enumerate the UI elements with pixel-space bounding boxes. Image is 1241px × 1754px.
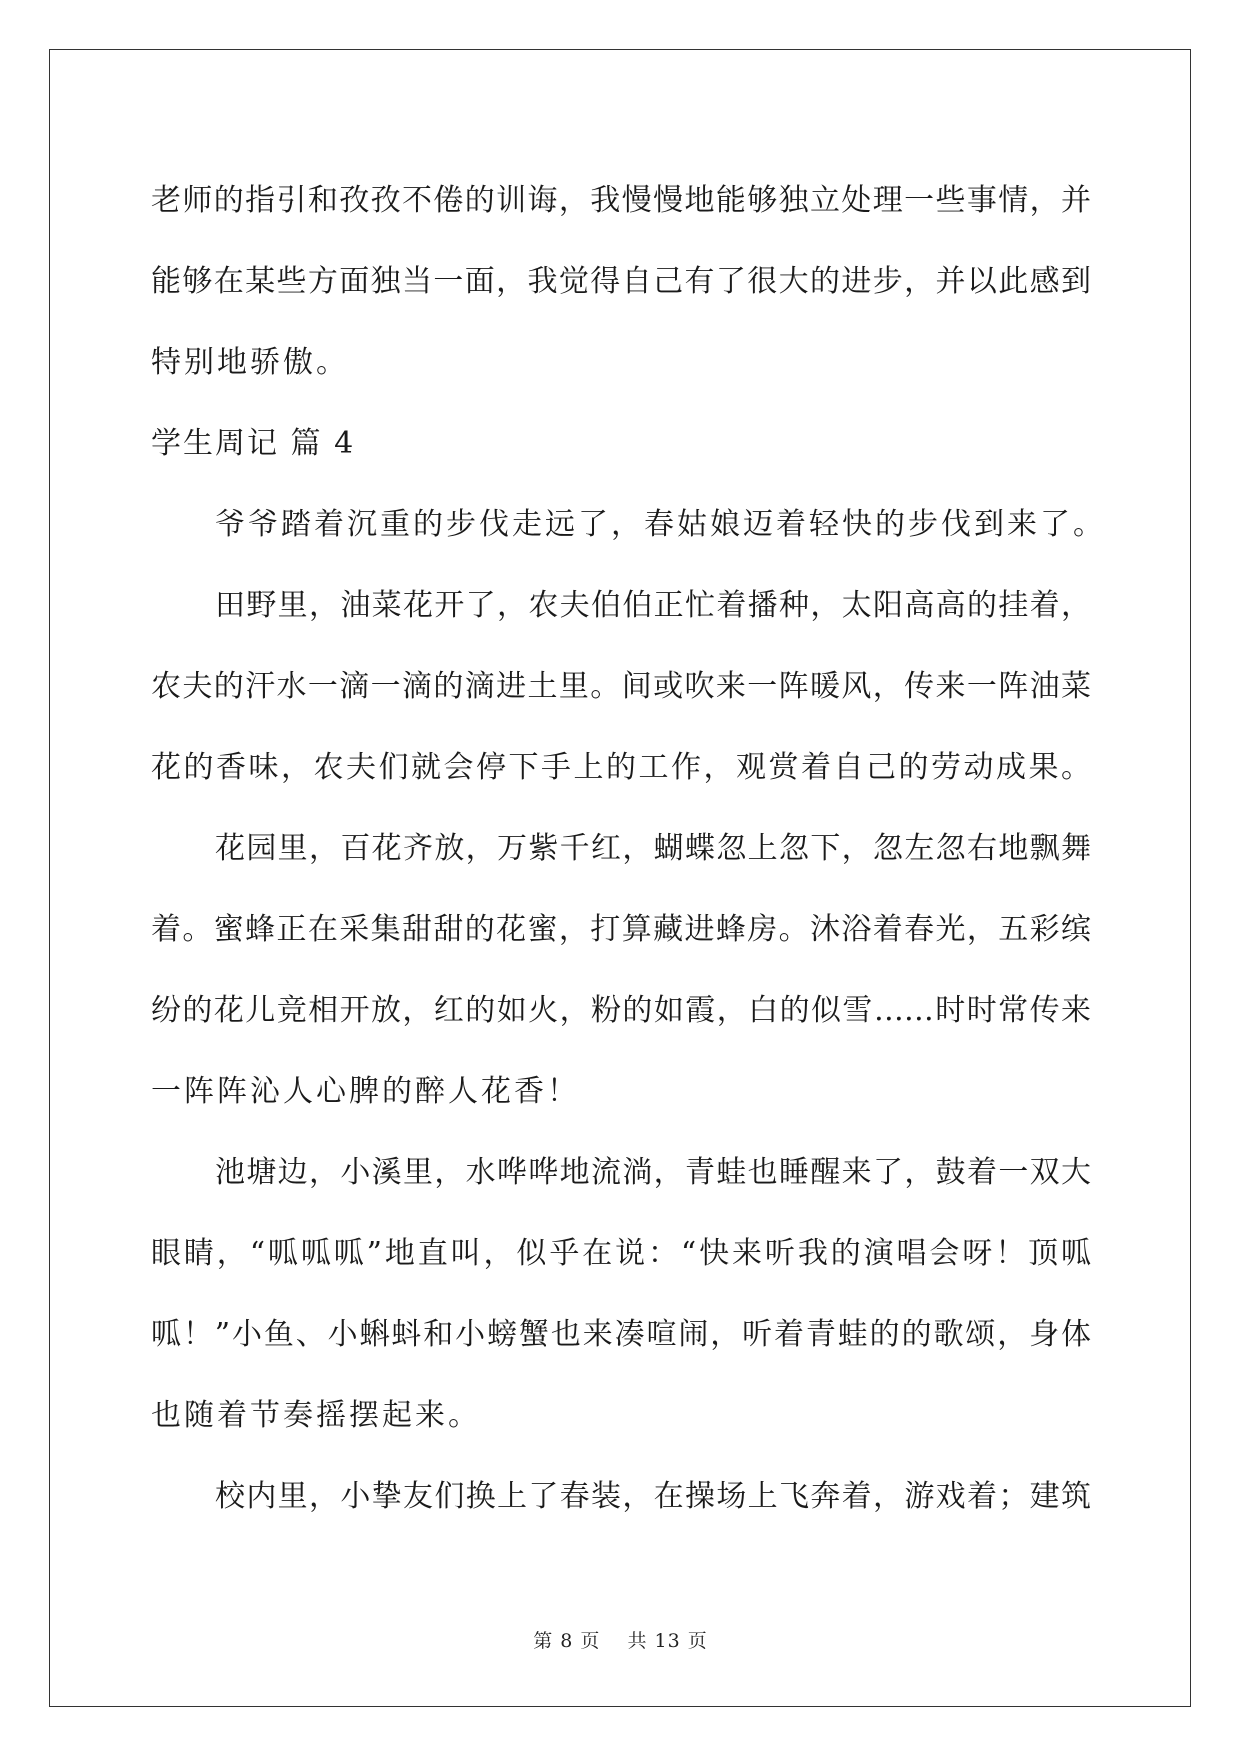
text-line: 农夫的汗水一滴一滴的滴进土里。间或吹来一阵暖风，传来一阵油菜 [151,669,1091,704]
text-line: 一阵阵沁人心脾的醉人花香！ [151,1074,580,1109]
text-line: 着。蜜蜂正在采集甜甜的花蜜，打算藏进蜂房。沐浴着春光，五彩缤 [151,912,1091,947]
text-line: 也随着节奏摇摆起来。 [151,1398,481,1433]
paragraph-start-line: 花园里，百花齐放，万紫千红，蝴蝶忽上忽下，忽左忽右地飘舞 [215,831,1091,866]
text-line: 老师的指引和孜孜不倦的训诲，我慢慢地能够独立处理一些事情，并 [151,183,1091,218]
text-line: 能够在某些方面独当一面，我觉得自己有了很大的进步，并以此感到 [151,264,1091,299]
paragraph-start-line: 爷爷踏着沉重的步伐走远了，春姑娘迈着轻快的步伐到来了。 [215,507,1106,542]
section-heading: 学生周记 篇 4 [151,426,356,461]
document-body [151,160,1106,1537]
paragraph-start-line: 池塘边，小溪里，水哗哗地流淌，青蛙也睡醒来了，鼓着一双大 [215,1155,1091,1190]
text-line: 花的香味，农夫们就会停下手上的工作，观赏着自己的劳动成果。 [151,750,1091,785]
paragraph-start-line: 校内里，小挚友们换上了春装，在操场上飞奔着，游戏着；建筑 [215,1479,1091,1514]
page-footer: 第 8 页 共 13 页 [533,1630,708,1652]
paragraph-start-line: 田野里，油菜花开了，农夫伯伯正忙着播种，太阳高高的挂着， [215,588,1091,623]
text-line: 眼睛，“呱呱呱”地直叫，似乎在说：“快来听我的演唱会呀！顶呱 [151,1236,1091,1271]
text-line: 呱！”小鱼、小蝌蚪和小螃蟹也来凑喧闹，听着青蛙的的歌颂，身体 [151,1317,1091,1352]
text-line: 特别地骄傲。 [151,345,349,380]
text-line: 纷的花儿竞相开放，红的如火，粉的如霞，白的似雪……时时常传来 [151,993,1091,1028]
